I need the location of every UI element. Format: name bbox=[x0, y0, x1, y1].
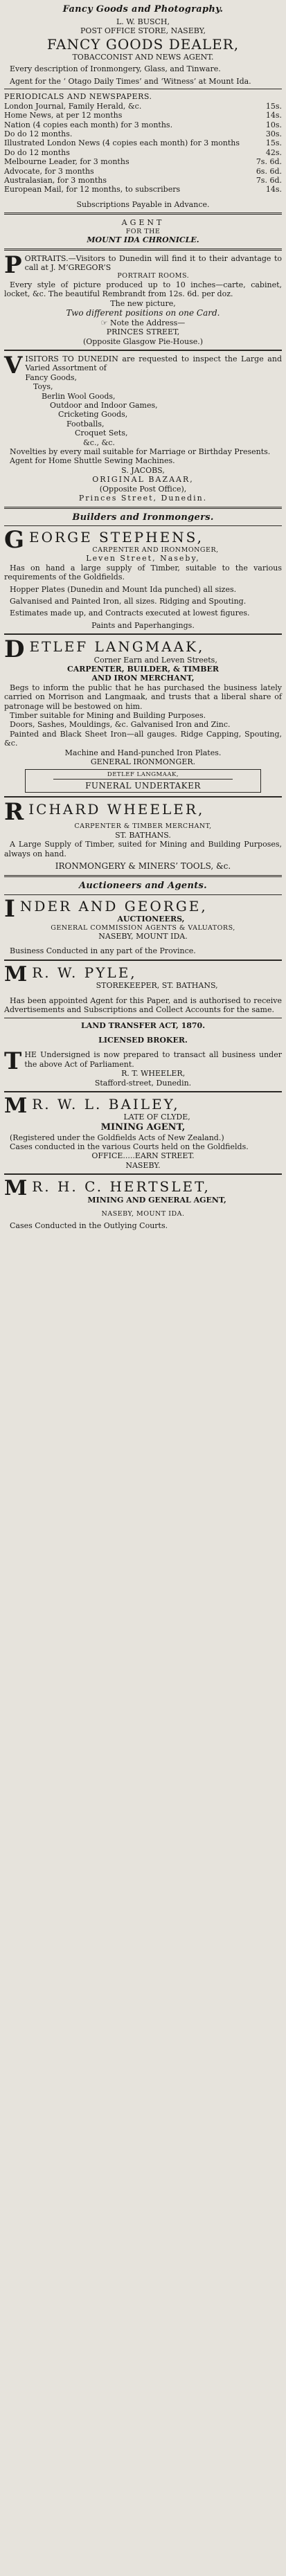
pyle-name: MR. W. PYLE, bbox=[4, 962, 137, 987]
divider bbox=[4, 960, 282, 961]
periodical-title: Do do 12 months. bbox=[4, 129, 73, 138]
section-heading-auctioneers: Auctioneers and Agents. bbox=[79, 880, 207, 891]
pyle-trade: STOREKEEPER, ST. BATHANS, bbox=[96, 981, 218, 991]
stephens-name: GEORGE STEPHENS, bbox=[4, 526, 204, 555]
ad-agent bbox=[4, 218, 282, 244]
periodical-price: 10s. bbox=[265, 120, 282, 129]
periodical-price: 6s. 6d. bbox=[256, 166, 282, 176]
busch-headline: FANCY GOODS DEALER, bbox=[46, 35, 240, 53]
divider bbox=[4, 633, 282, 635]
ad-bailey bbox=[4, 1093, 282, 1170]
divider bbox=[4, 350, 282, 351]
periodical-row bbox=[4, 157, 282, 166]
ad-inder bbox=[4, 894, 282, 956]
hertslet-name: MR. H. C. HERTSLET, bbox=[4, 1176, 211, 1201]
section-heading-builders: Builders and Ironmongers. bbox=[72, 512, 214, 523]
langmaak-paragraph-4: Painted and Black Sheet Iron—all gauges. Ridge Capping, Spouting, &c. bbox=[4, 729, 282, 748]
wheeler-paragraph-1: A Large Supply of Timber, suited for Mining and Building Purposes, always on hand. bbox=[4, 840, 282, 858]
ad-visitors bbox=[4, 354, 282, 503]
stephens-trade: CARPENTER AND IRONMONGER, bbox=[92, 546, 219, 554]
stephens-paragraph-5: Paints and Paperhangings. bbox=[91, 620, 195, 630]
stephens-address: Leven Street, Naseby, bbox=[86, 554, 200, 564]
periodical-row bbox=[4, 102, 282, 111]
wheeler-trade: CARPENTER & TIMBER MERCHANT, bbox=[74, 822, 212, 831]
periodical-title: Do do 12 months bbox=[4, 147, 70, 157]
divider bbox=[4, 249, 282, 251]
visitors-opposite: (Opposite Post Office), bbox=[99, 484, 187, 494]
portraits-two-positions: Two different positions on one Card. bbox=[66, 308, 220, 318]
visitors-item: Croquet Sets, bbox=[75, 429, 128, 438]
portraits-new: The new picture, bbox=[110, 298, 176, 308]
inder-trade: AUCTIONEERS, bbox=[117, 915, 185, 924]
periodical-price: 14s. bbox=[265, 111, 282, 120]
periodical-title: Home News, at per 12 months bbox=[4, 111, 123, 120]
hertslet-trade: MINING AND GENERAL AGENT, bbox=[87, 1195, 226, 1205]
pyle-paragraph-1: Has been appointed Agent for this Paper, and is authorised to receive Advertisements and Subscriptions and Collect Accounts for the same. bbox=[4, 996, 282, 1015]
divider bbox=[4, 213, 282, 215]
visitors-name: S. JACOBS, bbox=[121, 465, 165, 475]
periodical-price: 7s. 6d. bbox=[256, 157, 282, 167]
hertslet-address: NASEBY, MOUNT IDA. bbox=[101, 1210, 185, 1218]
bailey-paragraph-1: (Registered under the Goldfields Acts of New Zealand.) bbox=[10, 1133, 224, 1142]
stephens-paragraph-4: Estimates made up, and Contracts executed at lowest figures. bbox=[10, 609, 250, 618]
portraits-rooms: PORTRAIT ROOMS. bbox=[117, 272, 190, 280]
portraits-body: Every style of picture produced up to 10 inches—carte, cabinet, locket, &c. The beautiful Rembrandt from 12s. 6d. per doz. bbox=[4, 280, 282, 299]
land-paragraph-1: THE Undersigned is now prepared to transact all business under the above Act of Parliament. bbox=[4, 1047, 282, 1076]
periodical-row bbox=[4, 111, 282, 120]
langmaak-paragraph-3: Doors, Sashes, Mouldings, &c. Galvanised Iron and Zinc. bbox=[10, 720, 231, 730]
ad-portraits bbox=[4, 251, 282, 346]
busch-trade: TOBACCONIST AND NEWS AGENT. bbox=[72, 53, 214, 62]
visitors-item: Fancy Goods, bbox=[25, 372, 78, 382]
langmaak-paragraph-2: Timber suitable for Mining and Building Purposes. bbox=[10, 711, 206, 720]
langmaak-trade-2: AND IRON MERCHANT, bbox=[91, 674, 195, 683]
section-heading-fancy-goods: Fancy Goods and Photography. bbox=[62, 4, 224, 15]
visitors-lead: VISITORS TO DUNEDIN are requested to inspect the Large and Varied Assortment of bbox=[4, 352, 282, 379]
langmaak-box-title: FUNERAL UNDERTAKER bbox=[85, 780, 201, 791]
busch-store: POST OFFICE STORE, NASEBY, bbox=[80, 26, 206, 36]
wheeler-address: ST. BATHANS. bbox=[115, 831, 171, 840]
periodical-row bbox=[4, 167, 282, 176]
periodical-price: 15s. bbox=[265, 101, 282, 111]
bailey-late: LATE OF CLYDE, bbox=[123, 1113, 190, 1122]
newspaper-advertisement-column bbox=[0, 0, 286, 1230]
hertslet-paragraph-1: Cases Conducted in the Outlying Courts. bbox=[10, 1221, 168, 1230]
stephens-paragraph-3: Galvanised and Painted Iron, all sizes. Ridging and Spouting. bbox=[10, 596, 247, 606]
wheeler-paragraph-2: IRONMONGERY & MINERS’ TOOLS, &c. bbox=[55, 861, 231, 872]
periodical-title: Australasian, for 3 months bbox=[4, 175, 107, 185]
inder-address: NASEBY, MOUNT IDA. bbox=[98, 932, 188, 942]
periodical-title: Illustrated London News (4 copies each month) for 3 months bbox=[4, 138, 240, 148]
divider bbox=[4, 796, 282, 798]
agent-line-3: MOUNT IDA CHRONICLE. bbox=[87, 235, 199, 245]
periodical-row bbox=[4, 138, 282, 147]
ad-land-transfer bbox=[4, 1021, 282, 1088]
ad-busch bbox=[4, 17, 282, 86]
ad-periodicals bbox=[4, 92, 282, 209]
visitors-item: Cricketing Goods, bbox=[58, 410, 128, 420]
periodical-price: 42s. bbox=[265, 147, 282, 157]
langmaak-undertaker-box bbox=[25, 769, 261, 793]
portraits-opposite: (Opposite Glasgow Pie-House.) bbox=[82, 336, 204, 346]
periodical-price: 15s. bbox=[265, 138, 282, 148]
visitors-item: Footballs, bbox=[66, 419, 105, 429]
visitors-item: &c., &c. bbox=[83, 438, 115, 447]
periodical-price: 14s. bbox=[265, 185, 282, 195]
bailey-name: MR. W. L. BAILEY, bbox=[4, 1093, 180, 1118]
divider bbox=[4, 507, 282, 509]
divider bbox=[4, 525, 282, 526]
langmaak-paragraph-1: Begs to inform the public that he has purchased the business lately carried on Morrison and Langmaak, and trusts that a liberal share of patronage will be bestowed on him. bbox=[4, 683, 282, 711]
langmaak-trade-1: CARPENTER, BUILDER, & TIMBER bbox=[66, 664, 220, 674]
periodical-title: Melbourne Leader, for 3 months bbox=[4, 157, 129, 167]
ad-wheeler bbox=[4, 798, 282, 872]
periodical-title: European Mail, for 12 months, to subscribers bbox=[4, 185, 181, 195]
periodical-row bbox=[4, 120, 282, 129]
divider bbox=[4, 1173, 282, 1175]
stephens-paragraph-2: Hopper Plates (Dunedin and Mount Ida punched) all sizes. bbox=[10, 584, 237, 594]
bailey-address: NASEBY. bbox=[125, 1160, 161, 1170]
ad-hertslet bbox=[4, 1178, 282, 1230]
portraits-street: PRINCES STREET, bbox=[106, 327, 180, 337]
busch-name: L. W. BUSCH, bbox=[116, 17, 170, 26]
divider bbox=[4, 894, 282, 895]
land-heading: LAND TRANSFER ACT, 1870. bbox=[80, 1020, 206, 1030]
visitors-agent: Agent for Home Shuttle Sewing Machines. bbox=[10, 456, 175, 466]
bailey-office: OFFICE.....EARN STREET. bbox=[91, 1151, 195, 1161]
visitors-item-list bbox=[4, 373, 282, 447]
bailey-trade: MINING AGENT, bbox=[100, 1122, 186, 1133]
inder-name: INDER AND GEORGE, bbox=[4, 894, 208, 923]
periodical-price: 30s. bbox=[265, 129, 282, 138]
ad-langmaak bbox=[4, 638, 282, 793]
periodical-price: 7s. 6d. bbox=[256, 175, 282, 185]
wheeler-name: RICHARD WHEELER, bbox=[4, 798, 205, 827]
periodical-row bbox=[4, 185, 282, 194]
periodical-title: Nation (4 copies each month) for 3 months. bbox=[4, 120, 173, 129]
periodical-row bbox=[4, 148, 282, 157]
langmaak-name: DETLEF LANGMAAK, bbox=[4, 636, 205, 664]
portraits-lead: PORTRAITS.—Visitors to Dunedin will find it to their advantage to call at J. M‘GREGOR’S bbox=[4, 251, 282, 279]
visitors-item: Toys, bbox=[33, 382, 53, 392]
periodicals-price-list bbox=[4, 102, 282, 195]
periodicals-footer: Subscriptions Payable in Advance. bbox=[76, 199, 210, 209]
periodical-title: London Journal, Family Herald, &c. bbox=[4, 101, 142, 111]
visitors-item: Berlin Wool Goods, bbox=[42, 391, 116, 401]
stephens-paragraph-1: Has on hand a large supply of Timber, suitable to the various requirements of the Goldfields. bbox=[4, 563, 282, 582]
langmaak-box-name: DETLEF LANGMAAK, bbox=[53, 771, 233, 779]
langmaak-paragraph-6: GENERAL IRONMONGER. bbox=[90, 757, 196, 767]
visitors-street: Princes Street, Dunedin. bbox=[78, 494, 208, 503]
visitors-bazaar: ORIGINAL BAZAAR, bbox=[92, 475, 194, 485]
divider bbox=[4, 1091, 282, 1092]
bailey-paragraph-2: Cases conducted in the various Courts held on the Goldfields. bbox=[10, 1142, 249, 1151]
ad-pyle bbox=[4, 964, 282, 1015]
busch-paragraph-2: Agent for the ‘ Otago Daily Times’ and ‘Witness’ at Mount Ida. bbox=[10, 76, 251, 86]
land-name: R. T. WHEELER, bbox=[121, 1069, 186, 1079]
periodical-row bbox=[4, 176, 282, 185]
agent-line-1: AGENT bbox=[121, 218, 165, 228]
inder-paragraph-1: Business Conducted in any part of the Province. bbox=[10, 946, 196, 956]
inder-sub: GENERAL COMMISSION AGENTS & VALUATORS, bbox=[51, 924, 235, 932]
busch-paragraph-1: Every description of Ironmongery, Glass, and Tinware. bbox=[10, 64, 221, 74]
visitors-item: Outdoor and Indoor Games, bbox=[50, 401, 158, 411]
periodical-title: Advocate, for 3 months bbox=[4, 166, 94, 176]
visitors-novelties: Novelties by every mail suitable for Marriage or Birthday Presents. bbox=[10, 447, 271, 457]
land-address: Stafford-street, Dunedin. bbox=[94, 1078, 192, 1088]
langmaak-address: Corner Earn and Leven Streets, bbox=[93, 655, 217, 665]
ad-stephens bbox=[4, 526, 282, 630]
langmaak-paragraph-5: Machine and Hand-punched Iron Plates. bbox=[64, 748, 222, 757]
land-subheading: LICENSED BROKER. bbox=[98, 1035, 188, 1045]
divider bbox=[4, 875, 282, 877]
periodical-row bbox=[4, 129, 282, 138]
portraits-note: ☞ Note the Address— bbox=[100, 318, 186, 327]
periodicals-heading: PERIODICALS AND NEWSPAPERS. bbox=[4, 92, 152, 102]
agent-line-2: FOR THE bbox=[125, 227, 161, 235]
